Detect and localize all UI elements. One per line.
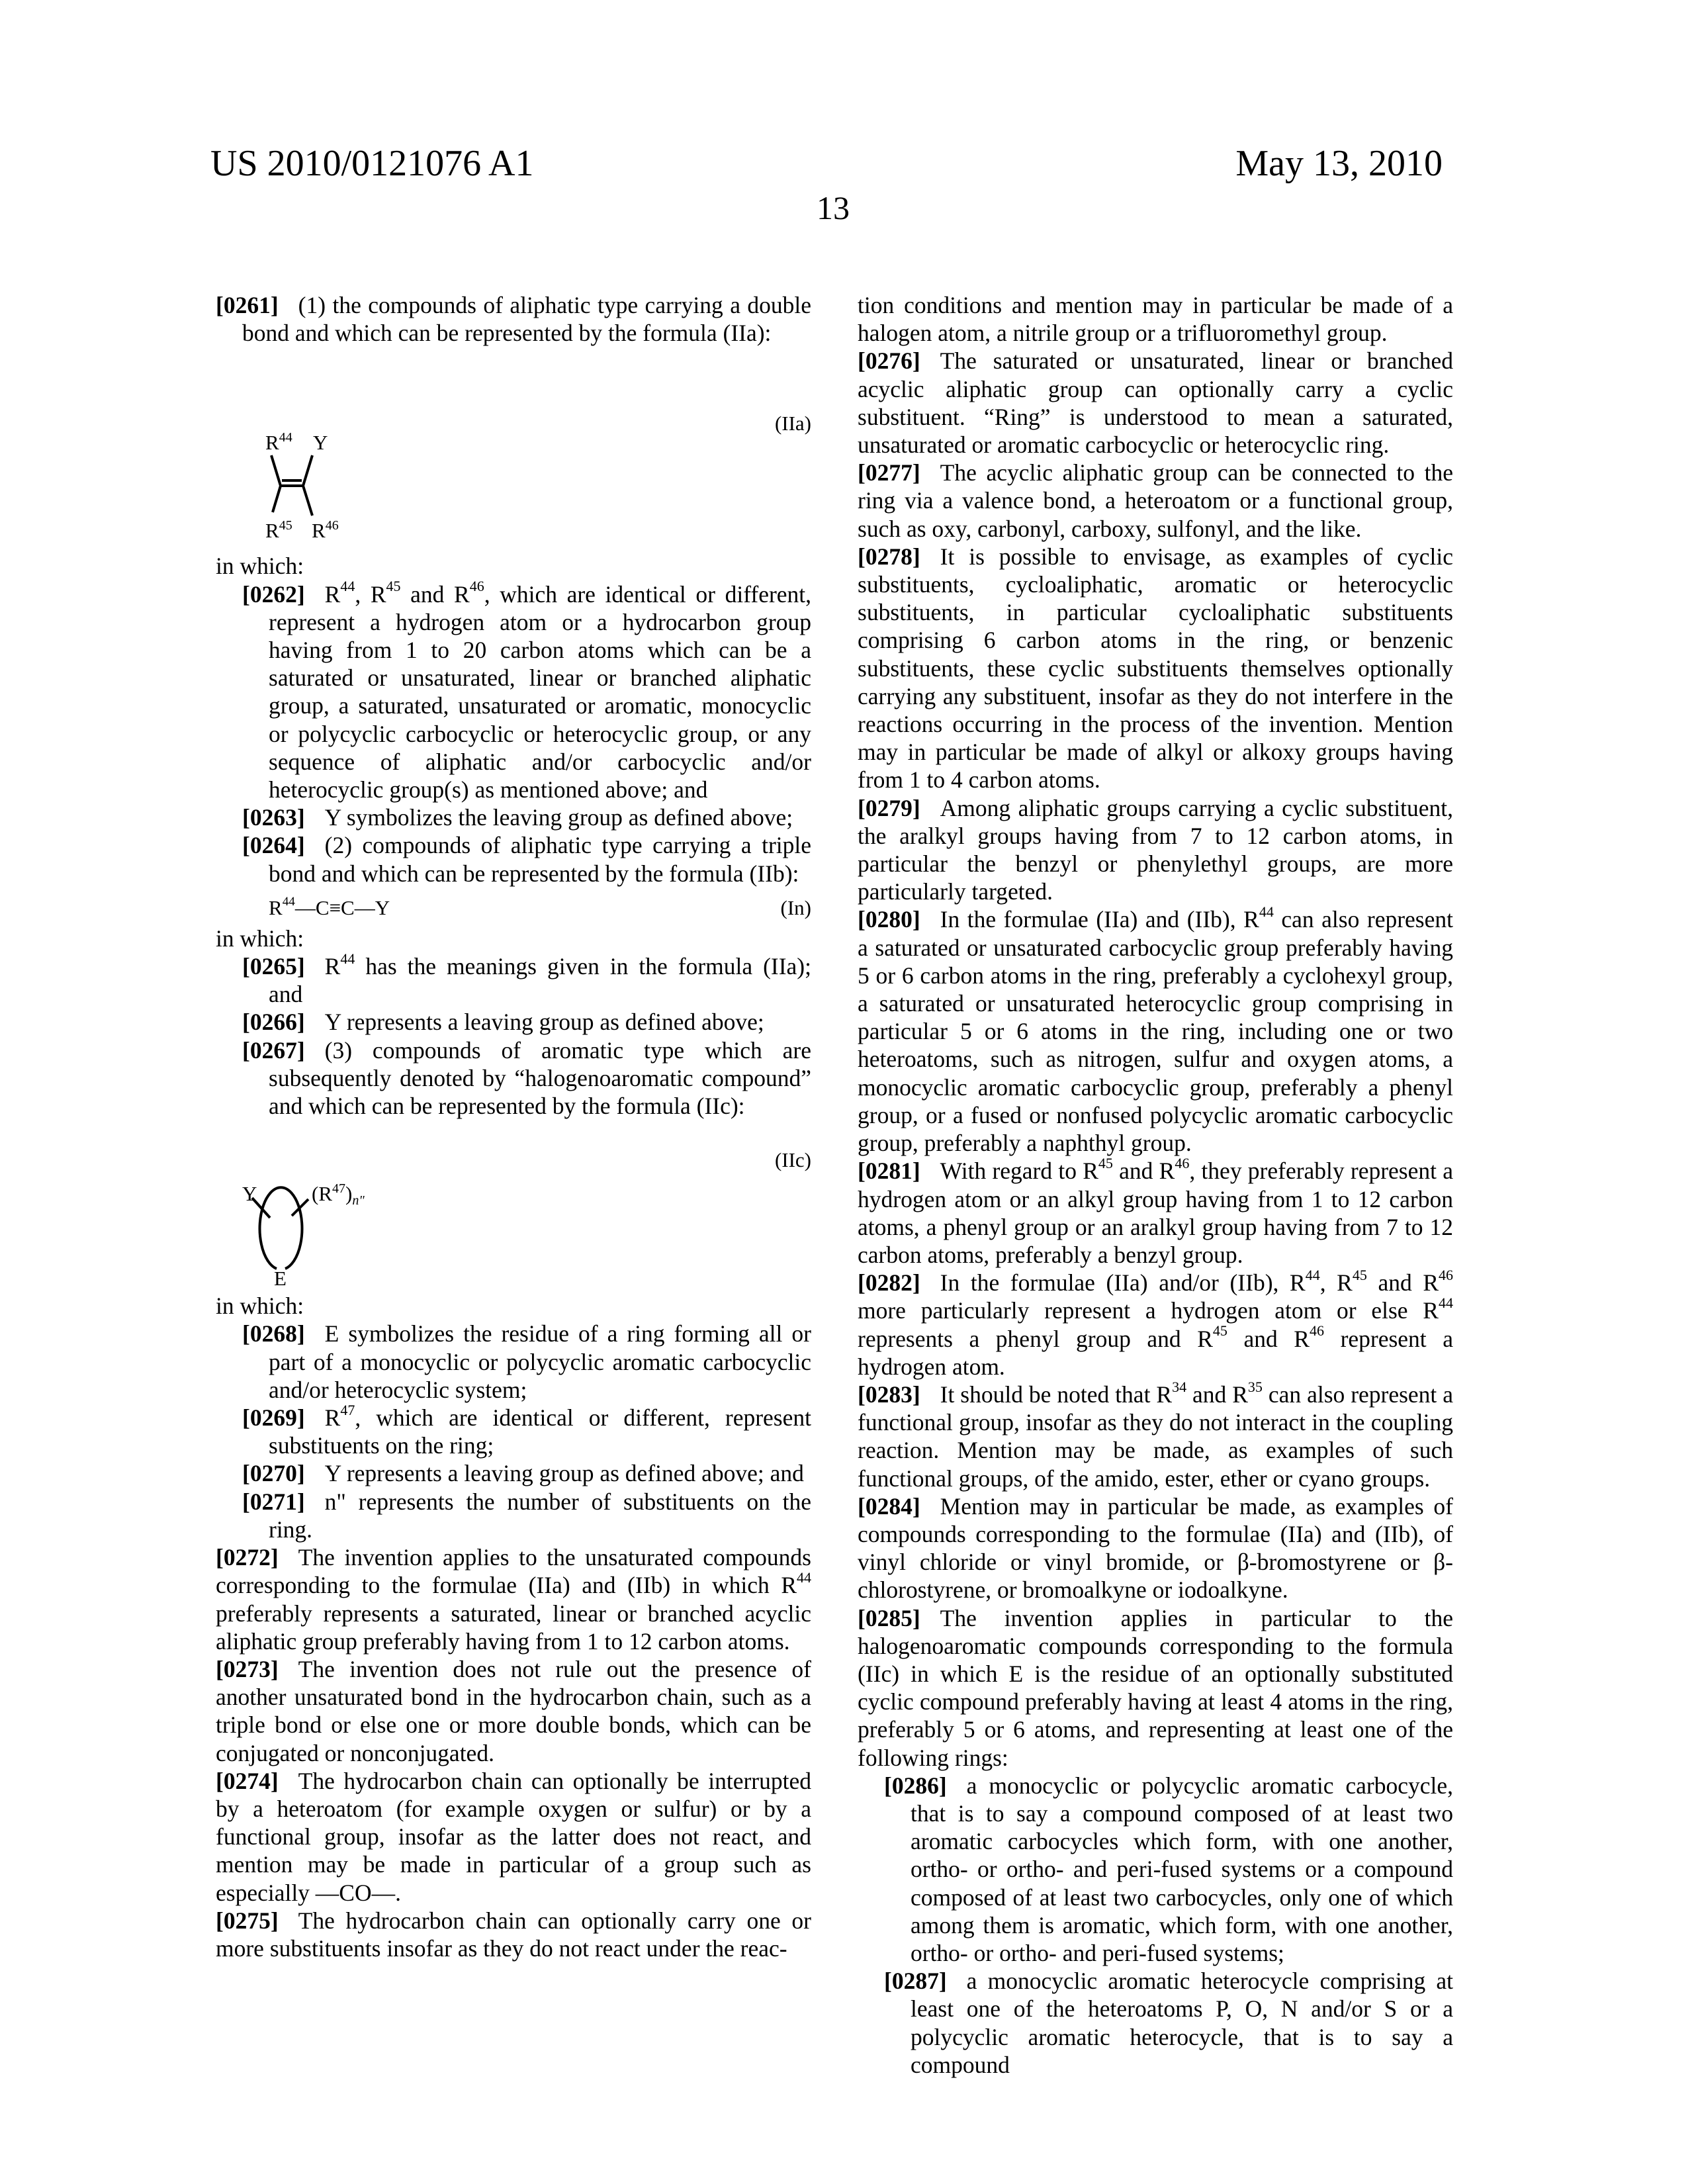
text: and R bbox=[1186, 1381, 1248, 1408]
label-r45: $R^{45}$ bbox=[265, 518, 292, 539]
paragraph-text: Mention may in particular be made, as examples of compounds corresponding to the formulae (IIa) and (IIb), of vinyl chloride or vinyl bromide, or β-bromostyrene or β-chlorostyrene, or bromoalkyne or iodoalkyne. bbox=[858, 1492, 1453, 1604]
text: , R bbox=[355, 580, 386, 608]
formula-IIb bbox=[216, 887, 811, 925]
paragraph-text: The saturated or unsaturated, linear or branched acyclic aliphatic group can optionally carry a cyclic substituent. “Ring” is understood to mean a saturated, unsaturated or aromatic carbocyclic or heterocyclic ring. bbox=[858, 347, 1453, 459]
formula-IIa bbox=[216, 347, 811, 539]
label-y: Y bbox=[313, 431, 328, 455]
bond-r45 bbox=[273, 486, 281, 512]
paragraph-0277 bbox=[858, 459, 1453, 543]
paragraph-text: can also represent a functional group, insofar as they do not interact in the coupling reaction. Mention may be made, as examples of such functional groups, of the amido, ester, ether or cyano groups. bbox=[858, 1381, 1454, 1492]
right-column bbox=[858, 291, 1453, 2079]
label-y: Y bbox=[242, 1182, 257, 1206]
paragraph-number: [0285] bbox=[858, 1604, 920, 1631]
superscript: 34 bbox=[1172, 1378, 1187, 1395]
paragraph-number: [0280] bbox=[858, 906, 920, 933]
paragraph-text: The invention applies to the unsaturated compounds corresponding to the formulae (IIa) and (IIb) in which R bbox=[216, 1544, 811, 1599]
paragraph-0282 bbox=[858, 1266, 1454, 1381]
paragraph-number: [0271] bbox=[242, 1488, 305, 1515]
paragraph-number: [0269] bbox=[242, 1404, 305, 1432]
paragraph-number: [0268] bbox=[242, 1320, 305, 1347]
paragraph-text: (3) compounds of aromatic type which are subsequently denoted by “halogenoaromatic compound” and which can be represented by the formula (IIc): bbox=[269, 1036, 811, 1120]
paragraph-text: In the formulae (IIa) and (IIb), R bbox=[940, 906, 1259, 933]
paragraph-0266 bbox=[216, 1008, 811, 1036]
paragraph-text: Y represents a leaving group as defined above; bbox=[324, 1009, 764, 1036]
text: represents a phenyl group and R bbox=[858, 1325, 1213, 1352]
paragraph-text: It is possible to envisage, as examples of cyclic substituents, cycloaliphatic, aromatic or heterocyclic substituents, in particular cycloaliphatic substituents comprising 6 carbon atoms in the ring, or benzenic substituents, these cyclic substituents themselves optionally carrying any substituent, insofar as they do not interfere in the reactions occurring in the process of the invention. Mention may in particular be made of alkyl or alkoxy groups having from 1 to 4 carbon atoms. bbox=[858, 543, 1453, 794]
formula-IIc bbox=[216, 1120, 811, 1285]
in-which-label: in which: bbox=[216, 553, 304, 580]
superscript: 44 bbox=[797, 1569, 811, 1586]
paragraph-number: [0275] bbox=[216, 1907, 279, 1934]
paragraph-number: [0283] bbox=[858, 1381, 920, 1408]
paragraph-number: [0279] bbox=[858, 794, 920, 821]
superscript: 44 bbox=[1305, 1266, 1320, 1283]
paragraph-0284 bbox=[858, 1492, 1453, 1604]
text: R bbox=[324, 580, 341, 608]
paragraph-text: The hydrocarbon chain can optionally be interrupted by a heteroatom (for example oxygen or sulfur) or by a functional group, insofar as the latter does not react, and mention may be made in particular of a group such as especially —CO—. bbox=[216, 1767, 811, 1906]
left-column bbox=[216, 291, 811, 1962]
superscript: 45 bbox=[1098, 1155, 1113, 1172]
paragraph-0276 bbox=[858, 347, 1453, 459]
superscript: 46 bbox=[1439, 1266, 1454, 1283]
paragraph-number: [0264] bbox=[242, 832, 305, 859]
superscript: 45 bbox=[386, 578, 401, 595]
in-which-label: in which: bbox=[216, 925, 304, 952]
paragraph-text: a monocyclic or polycyclic aromatic carbocycle, that is to say a compound composed of at least two aromatic carbocycles which form, with one another, ortho- or ortho- and peri-fused systems or a compound composed of at least two carbocycles, only one of which among them is aromatic, which form, with one another, ortho- or ortho- and peri-fused systems; bbox=[911, 1772, 1453, 1966]
paragraph-0286 bbox=[858, 1772, 1453, 1967]
paragraph-number: [0272] bbox=[216, 1544, 279, 1571]
paragraph-0279 bbox=[858, 794, 1453, 906]
paragraph-number: [0287] bbox=[884, 1968, 947, 1995]
paragraph-text: , which are identical or different, represent substituents on the ring; bbox=[269, 1404, 811, 1459]
superscript: 45 bbox=[1212, 1322, 1227, 1340]
text: R bbox=[324, 1404, 341, 1432]
paragraph-text: represent a hydrogen atom. bbox=[858, 1325, 1453, 1380]
paragraph-text: Among aliphatic groups carrying a cyclic substituent, the aralkyl groups having from 7 to 12 carbon atoms, in particular the benzyl or phenylethyl groups, are more particularly targeted. bbox=[858, 794, 1453, 905]
paragraph-number: [0281] bbox=[858, 1158, 920, 1185]
paragraph-0283 bbox=[858, 1378, 1454, 1492]
paragraph-number: [0266] bbox=[242, 1009, 305, 1036]
alkene-structure-diagram bbox=[216, 347, 414, 539]
paragraph-0269 bbox=[216, 1401, 811, 1459]
paragraph-number: [0284] bbox=[858, 1492, 920, 1520]
text: and R bbox=[1227, 1325, 1310, 1352]
label-r44: $R^{44}$ bbox=[265, 430, 292, 455]
paragraph-0273 bbox=[216, 1655, 811, 1767]
paragraph-text: The acyclic aliphatic group can be connected to the ring via a valence bond, a heteroatom or a functional group, such as oxy, carbonyl, carboxy, sulfonyl, and the like. bbox=[858, 459, 1453, 542]
paragraph-number: [0277] bbox=[858, 459, 920, 486]
paragraph-0265 bbox=[216, 952, 811, 1008]
paragraph-number: [0263] bbox=[242, 804, 305, 831]
superscript: 47 bbox=[340, 1401, 355, 1418]
paragraph-0281 bbox=[858, 1157, 1453, 1269]
paragraph-0285 bbox=[858, 1604, 1453, 1772]
paragraph-text: In the formulae (IIa) and/or (IIb), R bbox=[940, 1269, 1306, 1297]
superscript: 44 bbox=[340, 950, 355, 967]
paragraph-text: The invention applies in particular to the halogenoaromatic compounds corresponding to the formula (IIc) in which E is the residue of an optionally substituted cyclic compound preferably having at least 4 atoms in the ring, preferably 5 or 6 atoms, and representing at least one of the following rings: bbox=[858, 1604, 1453, 1771]
text: , R bbox=[1319, 1269, 1353, 1297]
paragraph-0274 bbox=[216, 1767, 811, 1907]
aromatic-ring-diagram bbox=[216, 1120, 480, 1285]
paragraph-0270 bbox=[216, 1459, 811, 1487]
paragraph-text: With regard to R bbox=[940, 1158, 1098, 1185]
text: and R bbox=[400, 580, 470, 608]
paragraph-text: The invention does not rule out the presence of another unsaturated bond in the hydrocarbon chain, such as a triple bond or else one or more double bonds, which can be conjugated or nonconjugated. bbox=[216, 1655, 811, 1766]
paragraph-0278 bbox=[858, 543, 1453, 794]
label-r46: $R^{46}$ bbox=[312, 518, 339, 539]
paragraph-0287 bbox=[858, 1967, 1453, 2079]
label-r47: $(R^{47})n$" bbox=[312, 1181, 365, 1208]
label-e: E bbox=[274, 1267, 287, 1286]
text: and R bbox=[1366, 1269, 1439, 1297]
page-number: 13 bbox=[817, 189, 850, 226]
paragraph-text: a monocyclic aromatic heterocycle comprising at least one of the heteroatoms P, O, N and/or S or a polycyclic aromatic heterocycle, that is to say a compound bbox=[911, 1968, 1453, 2078]
header-date: May 13, 2010 bbox=[1235, 143, 1443, 184]
superscript: 46 bbox=[1310, 1322, 1324, 1340]
paragraph-text: The hydrocarbon chain can optionally carry one or more substituents insofar as they do not react under the reac- bbox=[216, 1907, 811, 1962]
paragraph-0275 bbox=[216, 1907, 811, 1962]
formula-tag: (In) bbox=[780, 895, 811, 919]
paragraph-text: Y represents a leaving group as defined above; and bbox=[324, 1460, 804, 1487]
bond-r46 bbox=[303, 486, 312, 516]
formula-tag: (IIa) bbox=[774, 412, 811, 435]
paragraph-text: preferably represents a saturated, linear or branched acyclic aliphatic group preferably having from 1 to 12 carbon atoms. bbox=[216, 1600, 811, 1655]
superscript: 46 bbox=[469, 578, 484, 595]
paragraph-number: [0276] bbox=[858, 347, 920, 375]
paragraph-number: [0270] bbox=[242, 1460, 305, 1487]
alkyne-formula: $R^{44}—C\equiv C—Y$ bbox=[269, 894, 390, 919]
formula-tag: (IIc) bbox=[774, 1148, 811, 1172]
ring-arc bbox=[260, 1188, 302, 1269]
paragraph-0262 bbox=[216, 580, 811, 804]
paragraph-text: E symbolizes the residue of a ring forming all or part of a monocyclic or polycyclic aromatic carbocyclic and/or heterocyclic system; bbox=[269, 1320, 811, 1403]
text: and R bbox=[1112, 1158, 1175, 1185]
paragraph-number: [0286] bbox=[884, 1772, 947, 1799]
header-publication-number: US 2010/0121076 A1 bbox=[210, 143, 534, 184]
paragraph-text: Y symbolizes the leaving group as defined above; bbox=[324, 804, 793, 831]
paragraph-0268 bbox=[216, 1320, 811, 1404]
paragraph-text: (2) compounds of aliphatic type carrying a triple bond and which can be represented by the formula (IIb): bbox=[269, 832, 811, 887]
paragraph-text: It should be noted that R bbox=[940, 1381, 1173, 1408]
paragraph-text: (1) the compounds of aliphatic type carrying a double bond and which can be represented by the formula (IIa): bbox=[242, 292, 811, 347]
paragraph-text: , they preferably represent a hydrogen atom or an alkyl group having from 1 to 12 carbon atoms, a phenyl group or an aralkyl group having from 7 to 12 carbon atoms, preferably a benzyl group. bbox=[858, 1158, 1453, 1268]
superscript: 45 bbox=[1352, 1266, 1367, 1283]
text: more particularly represent a hydrogen atom or else R bbox=[858, 1297, 1439, 1324]
superscript: 46 bbox=[1175, 1155, 1190, 1172]
paragraph-number: [0261] bbox=[216, 292, 279, 318]
paragraph-text: , which are identical or different, represent a hydrogen atom or a hydrocarbon group having from 1 to 20 carbon atoms which can be a saturated or unsaturated, linear or branched aliphatic group, a saturated, unsaturated or aromatic, monocyclic or polycyclic carbocyclic or heterocyclic group, or any sequence of aliphatic and/or carbocyclic and/or heterocyclic group(s) as mentioned above; and bbox=[269, 580, 812, 803]
paragraph-0263 bbox=[216, 803, 811, 831]
paragraph-0280 bbox=[858, 905, 1453, 1157]
superscript: 44 bbox=[1439, 1295, 1453, 1312]
paragraph-0261 bbox=[216, 291, 811, 347]
paragraph-0271 bbox=[216, 1488, 811, 1543]
paragraph-number: [0282] bbox=[858, 1269, 920, 1297]
paragraph-text: has the meanings given in the formula (IIa); and bbox=[269, 953, 811, 1008]
in-which-label: in which: bbox=[216, 1293, 304, 1320]
paragraph-continuation: tion conditions and mention may in particular be made of a halogen atom, a nitrile group or a trifluoromethyl group. bbox=[858, 292, 1453, 347]
paragraph-number: [0265] bbox=[242, 953, 305, 980]
text: R bbox=[324, 953, 341, 980]
paragraph-text: n" represents the number of substituents on the ring. bbox=[269, 1488, 811, 1543]
paragraph-number: [0274] bbox=[216, 1767, 279, 1794]
paragraph-number: [0273] bbox=[216, 1655, 279, 1682]
paragraph-number: [0262] bbox=[242, 580, 305, 608]
bond-r44 bbox=[271, 455, 281, 486]
superscript: 35 bbox=[1247, 1378, 1263, 1395]
bond-y bbox=[303, 455, 312, 486]
paragraph-0267 bbox=[216, 1036, 811, 1120]
superscript: 44 bbox=[1259, 903, 1274, 921]
paragraph-text: can also represent a saturated or unsaturated carbocyclic group preferably having 5 or 6 carbon atoms in the ring, preferably a cyclohexyl group, a saturated or unsaturated heterocyclic group comprising in particular 5 or 6 atoms in the ring, including one or two heteroatoms, such as nitrogen, sulfur and oxygen atoms, a monocyclic aromatic carbocyclic group, preferably a phenyl group, or a fused or nonfused polycyclic aromatic carbocyclic group, preferably a naphthyl group. bbox=[858, 906, 1453, 1157]
paragraph-0264 bbox=[216, 831, 811, 887]
superscript: 44 bbox=[340, 578, 355, 595]
paragraph-0272 bbox=[216, 1543, 811, 1655]
paragraph-number: [0278] bbox=[858, 543, 920, 570]
paragraph-number: [0267] bbox=[242, 1036, 305, 1064]
